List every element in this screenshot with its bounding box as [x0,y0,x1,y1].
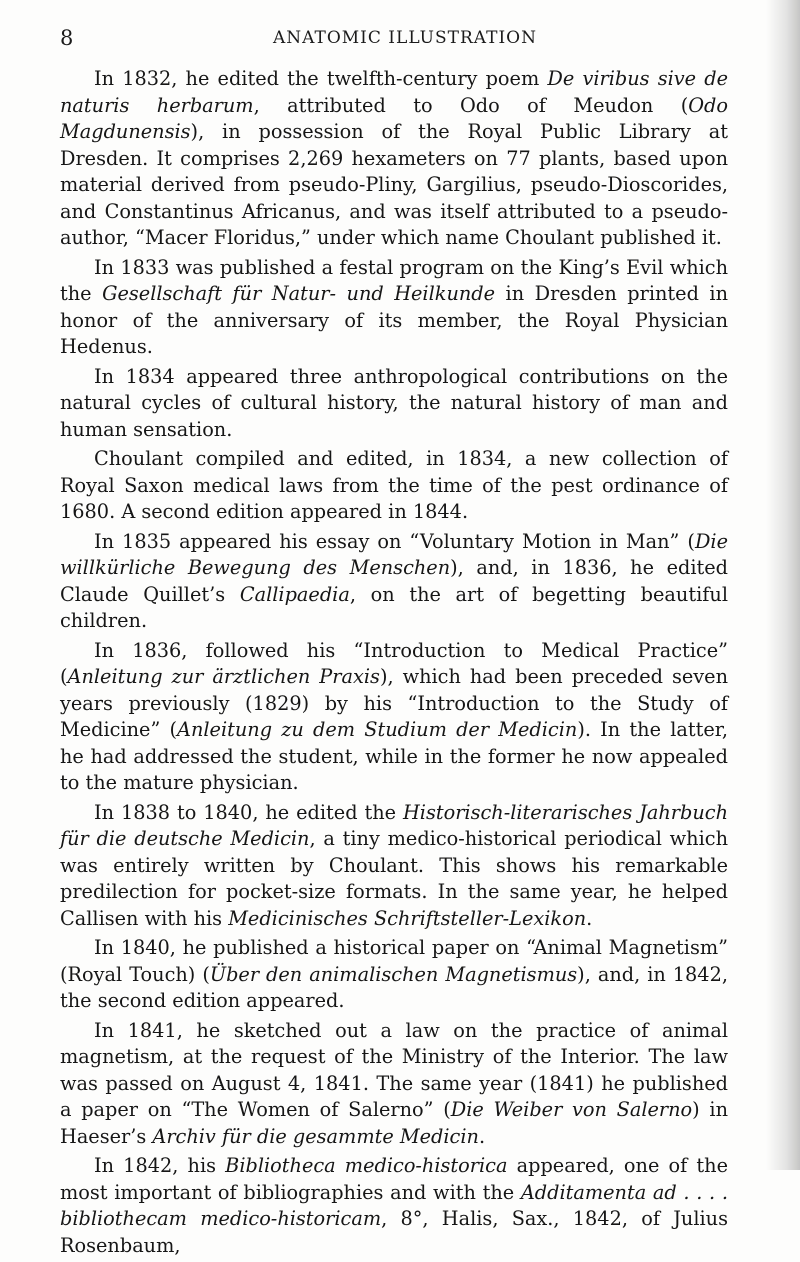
text-run: ). In the latter, he had addressed the student, while in the former he now appealed to the mature physician. [60,718,728,794]
paragraph [60,255,728,361]
text-run: ) in Haeser’s [60,1098,728,1148]
italic-title: Odo Magdunensis [60,93,728,143]
text-run: In 1834 appeared three anthropological contributions on the natural cycles of cultural history, the natural history of man and human sensation. [60,364,728,441]
running-head: ANATOMIC ILLUSTRATION [273,28,537,48]
paragraph [60,638,728,797]
text-run: In 1841, he sketched out a law on the practice of animal magnetism, at the request of the Ministry of the Interior. The law was passed on August 4, 1841. The same year (1841) he published a paper on “The Women of Salerno” ( [60,1018,728,1121]
text-run: In 1842, his [94,1154,226,1177]
italic-title: Bibliotheca medico-historica [225,1154,508,1177]
text-run: In 1835 appeared his essay on “Voluntary Motion in Man” ( [94,529,695,553]
italic-title: Archiv für die gesammte Medicin [152,1124,479,1148]
text-run: , on the art of begetting beautiful children. [60,582,728,632]
paragraph [60,529,728,635]
text-run: in Dresden printed in honor of the anniversary of its member, the Royal Physician Hedenus. [60,282,728,358]
italic-title: Über den animalischen Magnetismus [209,962,578,986]
text-run: ), and, in 1842, the second edition appeared. [60,962,728,1012]
italic-title: De viribus sive de naturis herbarum [60,67,728,117]
text-run: , 8°, Halis, Sax., 1842, of Julius Rosenbaum, [60,1207,729,1257]
text-run: ), in possession of the Royal Public Library at Dresden. It comprises 2,269 hexameters on 77 plants, based upon material derived from pseudo-Pliny, Gargilius, pseudo-Dioscorides, and Constantinus Africanus, and was itself attributed to a pseudo-author, “Macer Floridus,” under which name Choulant published it. [60,120,728,249]
paragraph [60,446,728,526]
text-run: . [586,906,593,930]
italic-title: Anleitung zur ärztlichen Praxis [67,665,380,688]
text-run: , a tiny medico-historical periodical which was entirely written by Choulant. This shows his remarkable predilection for pocket-size formats. In the same year, he helped Callisen with his [60,827,728,930]
page-header [60,22,750,52]
italic-title: Die willkürliche Bewegung des Menschen [60,529,728,579]
text-run: ), and, in 1836, he edited Claude Quillet’s [60,556,728,606]
paragraph [60,1018,728,1151]
italic-title: Medicinisches Schriftsteller-Lexikon [228,906,587,930]
page-gutter-shadow [766,0,800,1170]
italic-title: Gesellschaft für Natur- und Heilkunde [102,282,496,305]
paragraph [60,800,728,933]
italic-title: Historisch-literarisches Jahrbuch für die deutsche Medicin [60,800,728,850]
italic-title: Callipaedia [239,582,350,606]
text-run: In 1840, he published a historical paper on “Animal Magnetism” (Royal Touch) ( [60,936,728,986]
paragraph [60,364,728,444]
body-text [60,66,728,1262]
italic-title: Additamenta ad . . . . bibliothecam medico-historicam [60,1180,728,1230]
text-run: appeared, one of the most important of bibliographies and with the [60,1154,728,1204]
text-run: , attributed to Odo of Meudon ( [253,93,689,117]
page-number: 8 [60,26,74,50]
paragraph [60,1153,728,1259]
text-run: . [478,1124,486,1148]
italic-title: Anleitung zu dem Studium der Medicin [177,718,578,741]
text-run: In 1832, he edited the twelfth-century poem [94,67,548,90]
text-run: In 1836, followed his “Introduction to Medical Practice” ( [60,638,728,688]
italic-title: Die Weiber von Salerno [450,1098,693,1121]
paragraph [60,935,728,1015]
text-run: In 1833 was published a festal program on the King’s Evil which the [60,255,728,305]
paragraph [60,66,728,252]
text-run: Choulant compiled and edited, in 1834, a new collection of Royal Saxon medical laws from the time of the pest ordinance of 1680. A second edition appeared in 1844. [60,447,728,523]
text-run: In 1838 to 1840, he edited the [94,800,403,824]
text-run: ), which had been preceded seven years previously (1829) by his “Introduction to the Study of Medicine” ( [60,665,728,741]
